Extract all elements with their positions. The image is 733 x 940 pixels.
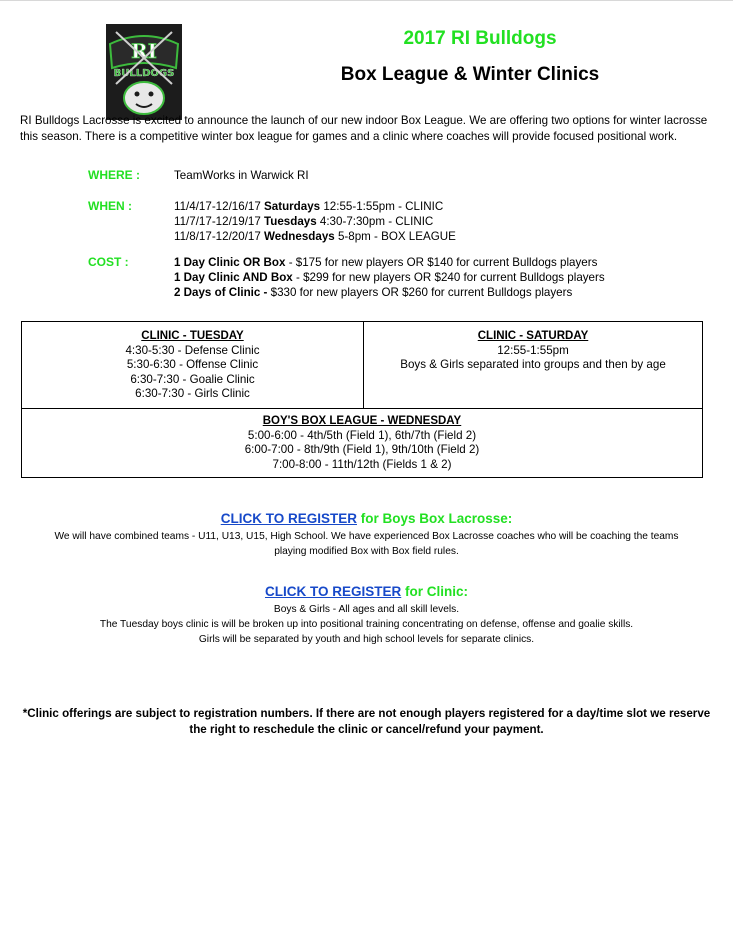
where-value: TeamWorks in Warwick RI (174, 169, 309, 182)
bulldogs-logo-icon (106, 24, 182, 120)
cost-label: COST : (88, 255, 129, 269)
schedule-line: 12:55-1:55pm (497, 343, 569, 357)
register-clinic-heading (0, 584, 733, 599)
schedule-line: 5:30-6:30 - Offense Clinic (126, 358, 259, 372)
schedule-line: Boys & Girls separated into groups and then by age (400, 358, 666, 372)
when-line: 11/7/17-12/19/17 Tuesdays 4:30-7:30pm - CLINIC (174, 215, 434, 228)
register-clinic-line: Boys & Girls - All ages and all skill levels. (273, 604, 460, 615)
register-box-heading (0, 511, 733, 526)
register-box-line: We will have combined teams - U11, U13, U15, High School. We have experienced Box Lacrosse coaches who will be coaching the teams (54, 531, 679, 542)
saturday-heading: CLINIC - SATURDAY (477, 330, 589, 342)
intro-paragraph: RI Bulldogs Lacrosse is excited to announce the launch of our new indoor Box League. We are offering two options for winter lacrosse this season. There is a competitive winter box league for games and a clinic where coaches will provide focused positional work. (20, 114, 708, 143)
page-title-year: 2017 RI Bulldogs (403, 28, 557, 49)
logo-text-top: RI (131, 39, 157, 63)
logo-text-bottom: BULLDOGS (113, 68, 175, 79)
register-clinic-line: Girls will be separated by youth and high school levels for separate clinics. (198, 634, 535, 646)
top-border (0, 0, 733, 1)
wednesday-heading: BOY'S BOX LEAGUE - WEDNESDAY (262, 415, 462, 427)
schedule-line: 6:00-7:00 - 8th/9th (Field 1), 9th/10th (Field 2) (244, 443, 480, 457)
where-row (88, 168, 688, 184)
page-title: Box League & Winter Clinics (340, 64, 600, 85)
schedule-table (21, 321, 703, 478)
register-box-link[interactable]: CLICK TO REGISTER (220, 511, 357, 526)
register-box-description (20, 529, 713, 559)
when-label: WHEN : (88, 199, 132, 213)
table-divider-horizontal (22, 408, 702, 409)
saturday-clinic-cell (364, 329, 702, 373)
schedule-line: 6:30-7:30 - Goalie Clinic (130, 372, 255, 386)
register-box-heading-rest: for Boys Box Lacrosse: (356, 511, 513, 526)
tuesday-heading: CLINIC - TUESDAY (141, 330, 244, 342)
schedule-line: 4:30-5:30 - Defense Clinic (125, 343, 260, 357)
where-label: WHERE : (88, 168, 140, 182)
when-line: 11/4/17-12/16/17 Saturdays 12:55-1:55pm - CLINIC (174, 200, 444, 213)
cost-line: 2 Days of Clinic - $330 for new players OR $260 for current Bulldogs players (174, 286, 573, 299)
register-clinic-line: The Tuesday boys clinic is will be broken up into positional training concentrating on defense, offense and goalie skills. (99, 619, 634, 631)
schedule-line: 6:30-7:30 - Girls Clinic (135, 387, 250, 401)
schedule-line: 5:00-6:00 - 4th/5th (Field 1), 6th/7th (Field 2) (247, 428, 477, 442)
footnote: *Clinic offerings are subject to registration numbers. If there are not enough players registered for a day/time slot we reserve the right to reschedule the clinic or cancel/refund your payment. (22, 707, 711, 736)
register-clinic-link[interactable]: CLICK TO REGISTER (264, 584, 402, 599)
wednesday-box-league-cell (22, 414, 702, 472)
schedule-line: 7:00-8:00 - 11th/12th (Fields 1 & 2) (272, 457, 452, 471)
cost-line: 1 Day Clinic AND Box - $299 for new players OR $240 for current Bulldogs players (174, 271, 605, 284)
tuesday-clinic-cell (22, 329, 363, 402)
when-line: 11/8/17-12/20/17 Wednesdays 5-8pm - BOX LEAGUE (174, 230, 456, 243)
cost-row (88, 255, 688, 301)
when-row (88, 199, 688, 245)
cost-line: 1 Day Clinic OR Box - $175 for new players OR $140 for current Bulldogs players (174, 256, 598, 269)
register-box-line: playing modified Box with Box field rules. (274, 546, 459, 558)
register-clinic-heading-rest: for Clinic: (401, 584, 468, 599)
register-clinic-description (20, 602, 713, 648)
